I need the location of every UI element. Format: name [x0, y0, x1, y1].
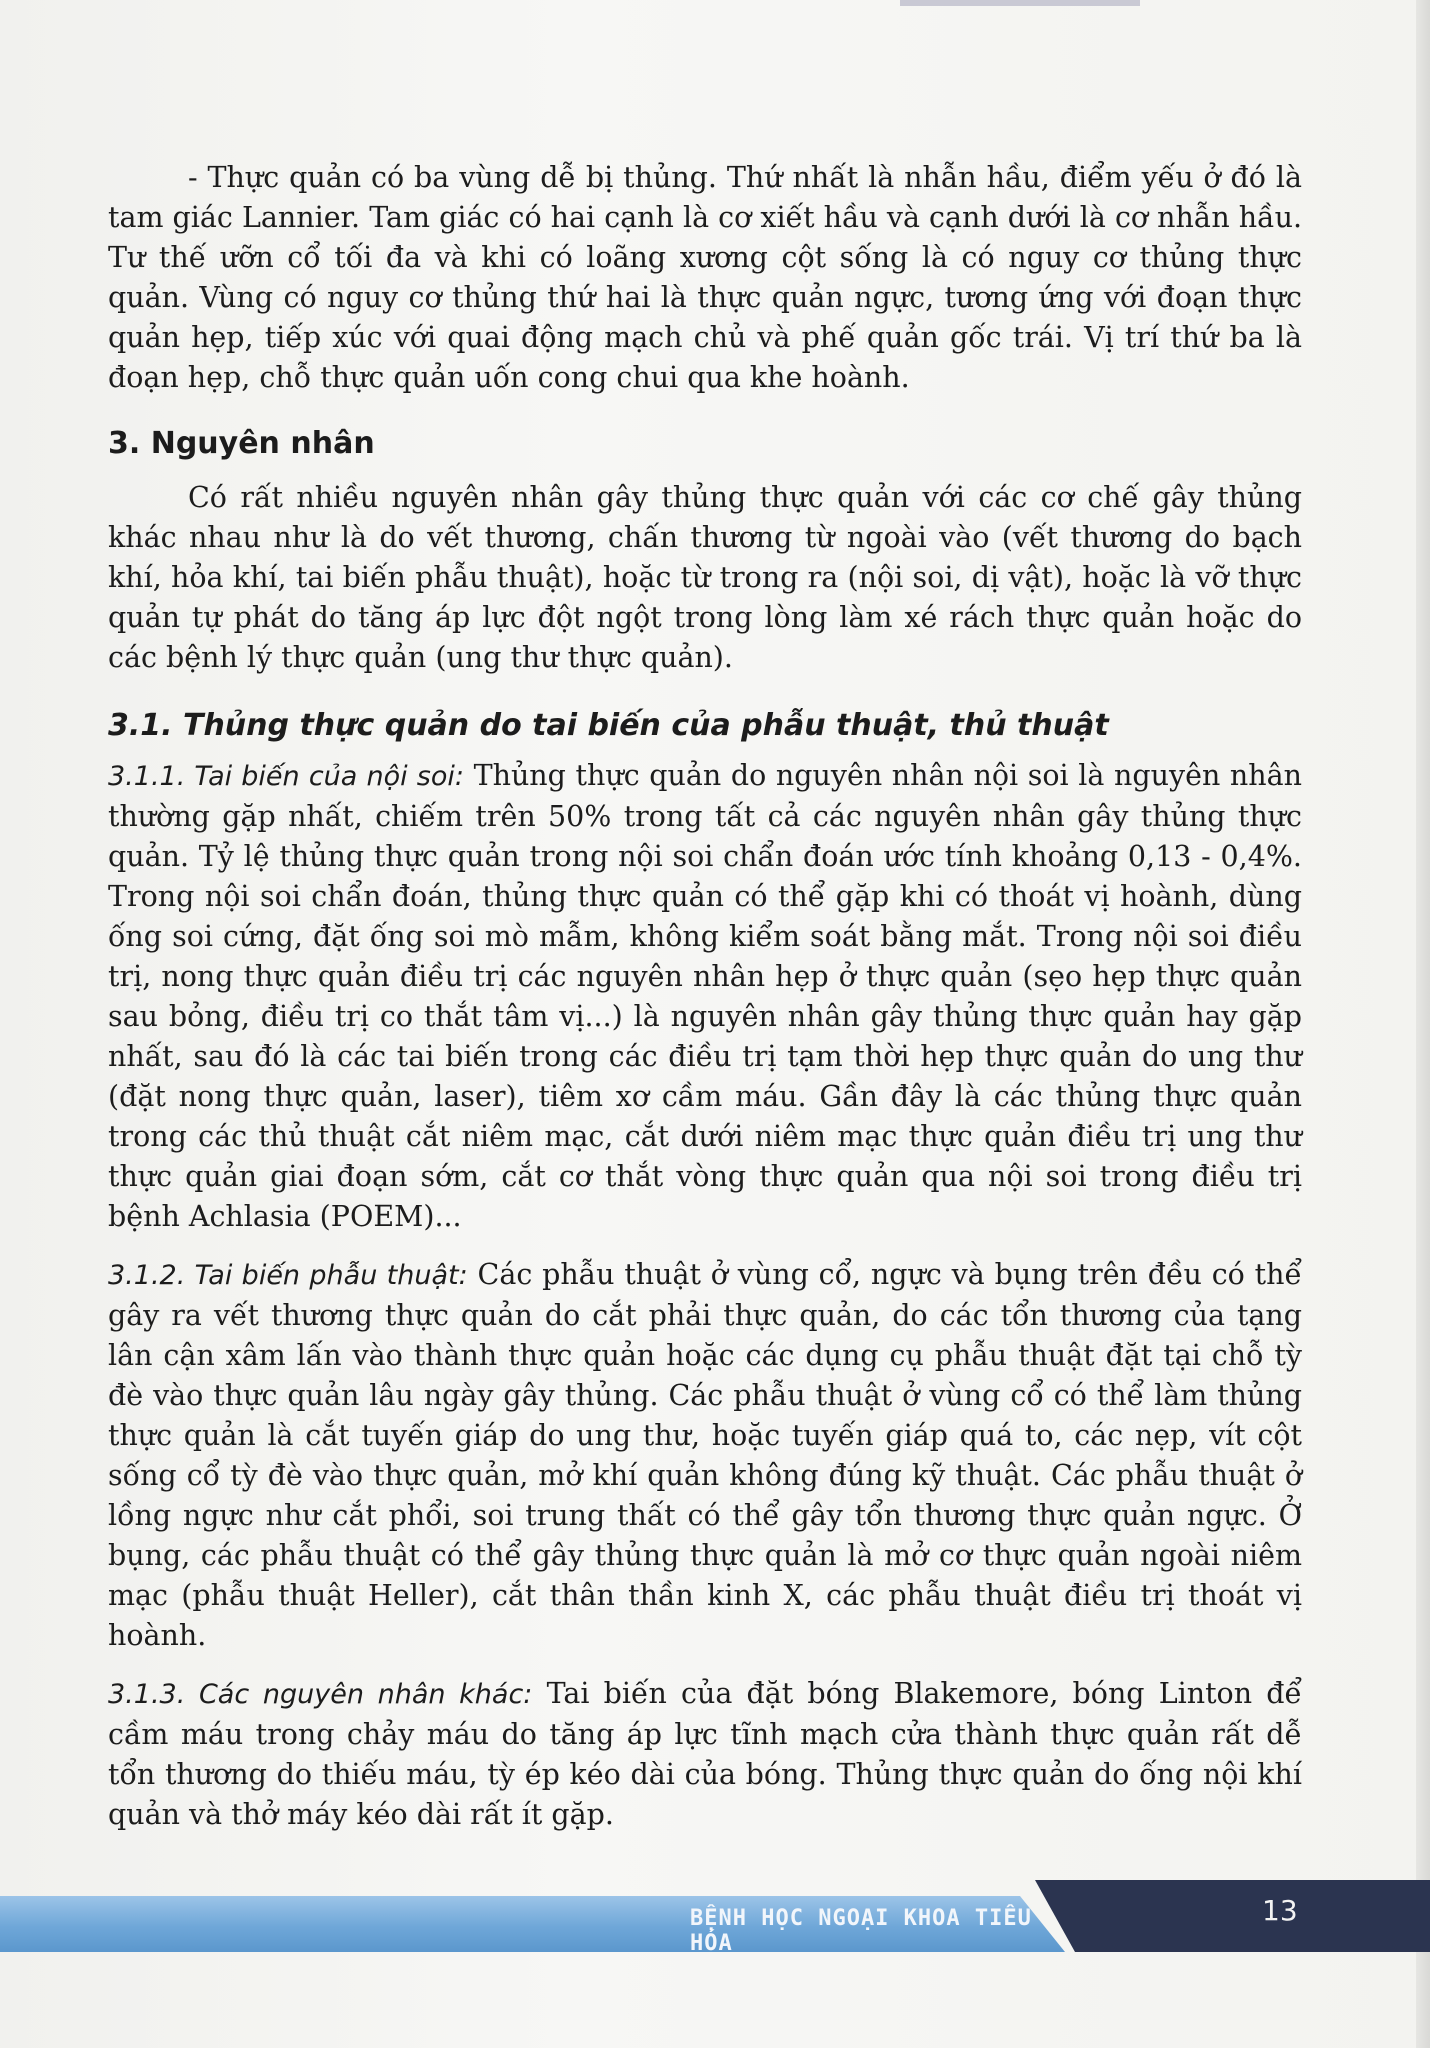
text-other-causes: Tai biến của đặt bóng Blakemore, bóng Linton để cầm máu trong chảy máu do tăng áp lực tĩnh mạch cửa thành thực quản rất dễ tổn thương do thiếu máu, tỳ ép kéo dài của bóng. Thủng thực quản do ống nội khí quản và thở máy kéo dài rất ít gặp.: [108, 1677, 1302, 1831]
lead-surgery: 3.1.2. Tai biến phẫu thuật:: [108, 1260, 468, 1291]
lead-other-causes: 3.1.3. Các nguyên nhân khác:: [108, 1679, 533, 1710]
top-edge-mark: [900, 0, 1140, 6]
text-surgery: Các phẫu thuật ở vùng cổ, ngực và bụng trên đều có thể gây ra vết thương thực quản do cắt phải thực quản, do các tổn thương của tạng lân cận xâm lấn vào thành thực quản hoặc các dụng cụ phẫu thuật đặt tại chỗ tỳ đè vào thực quản lâu ngày gây thủng. Các phẫu thuật ở vùng cổ có thể làm thủng thực quản là cắt tuyến giáp do ung thư, hoặc tuyến giáp quá to, các nẹp, vít cột sống cổ tỳ đè vào thực quản, mở khí quản không đúng kỹ thuật. Các phẫu thuật ở lồng ngực như cắt phổi, soi trung thất có thể gây tổn thương thực quản ngực. Ở bụng, các phẫu thuật có thể gây thủng thực quản là mở cơ thực quản ngoài niêm mạc (phẫu thuật Heller), cắt thân thần kinh X, các phẫu thuật điều trị thoát vị hoành.: [108, 1258, 1302, 1652]
heading-surgical-complications: 3.1. Thủng thực quản do tai biến của phẫu thuật, thủ thuật: [108, 708, 1109, 743]
paragraph-surgery-complications: [108, 1255, 1302, 1656]
paragraph-other-causes: [108, 1674, 1302, 1835]
paragraph-causes-intro: Có rất nhiều nguyên nhân gây thủng thực quản với các cơ chế gây thủng khác nhau như là do vết thương, chấn thương từ ngoài vào (vết thương do bạch khí, hỏa khí, tai biến phẫu thuật), hoặc từ trong ra (nội soi, dị vật), hoặc là vỡ thực quản tự phát do tăng áp lực đột ngột trong lòng làm xé rách thực quản hoặc do các bệnh lý thực quản (ung thư thực quản).: [108, 481, 1302, 674]
paragraph-esophagus-vulnerable-zones: - Thực quản có ba vùng dễ bị thủng. Thứ nhất là nhẫn hầu, điểm yếu ở đó là tam giác Lannier. Tam giác có hai cạnh là cơ xiết hầu và cạnh dưới là cơ nhẫn hầu. Tư thế ưỡn cổ tối đa và khi có loãng xương cột sống là có nguy cơ thủng thực quản. Vùng có nguy cơ thủng thứ hai là thực quản ngực, tương ứng với đoạn thực quản hẹp, tiếp xúc với quai động mạch chủ và phế quản gốc trái. Vị trí thứ ba là đoạn hẹp, chỗ thực quản uốn cong chui qua khe hoành.: [108, 161, 1302, 394]
footer-page-tab: [1035, 1880, 1430, 1952]
footer-book-title: BỆNH HỌC NGOẠI KHOA TIÊU HÓA: [690, 1906, 1032, 1956]
lead-endoscopy: 3.1.1. Tai biến của nội soi:: [108, 761, 464, 792]
heading-causes: 3. Nguyên nhân: [108, 426, 375, 461]
page-number: 13: [1262, 1894, 1298, 1927]
paragraph-endoscopy-complications: [108, 756, 1302, 1237]
page-content: [108, 158, 1302, 1835]
page-right-edge: [1416, 0, 1430, 2048]
text-endoscopy: Thủng thực quản do nguyên nhân nội soi là nguyên nhân thường gặp nhất, chiếm trên 50% trong tất cả các nguyên nhân gây thủng thực quản. Tỷ lệ thủng thực quản trong nội soi chẩn đoán ước tính khoảng 0,13 - 0,4%. Trong nội soi chẩn đoán, thủng thực quản có thể gặp khi có thoát vị hoành, dùng ống soi cứng, đặt ống soi mò mẫm, không kiểm soát bằng mắt. Trong nội soi điều trị, nong thực quản điều trị các nguyên nhân hẹp ở thực quản (sẹo hẹp thực quản sau bỏng, điều trị co thắt tâm vị...) là nguyên nhân gây thủng thực quản hay gặp nhất, sau đó là các tai biến trong các điều trị tạm thời hẹp thực quản do ung thư (đặt nong thực quản, laser), tiêm xơ cầm máu. Gần đây là các thủng thực quản trong các thủ thuật cắt niêm mạc, cắt dưới niêm mạc thực quản điều trị ung thư thực quản giai đoạn sớm, cắt cơ thắt vòng thực quản qua nội soi trong điều trị bệnh Achlasia (POEM)...: [108, 759, 1302, 1233]
